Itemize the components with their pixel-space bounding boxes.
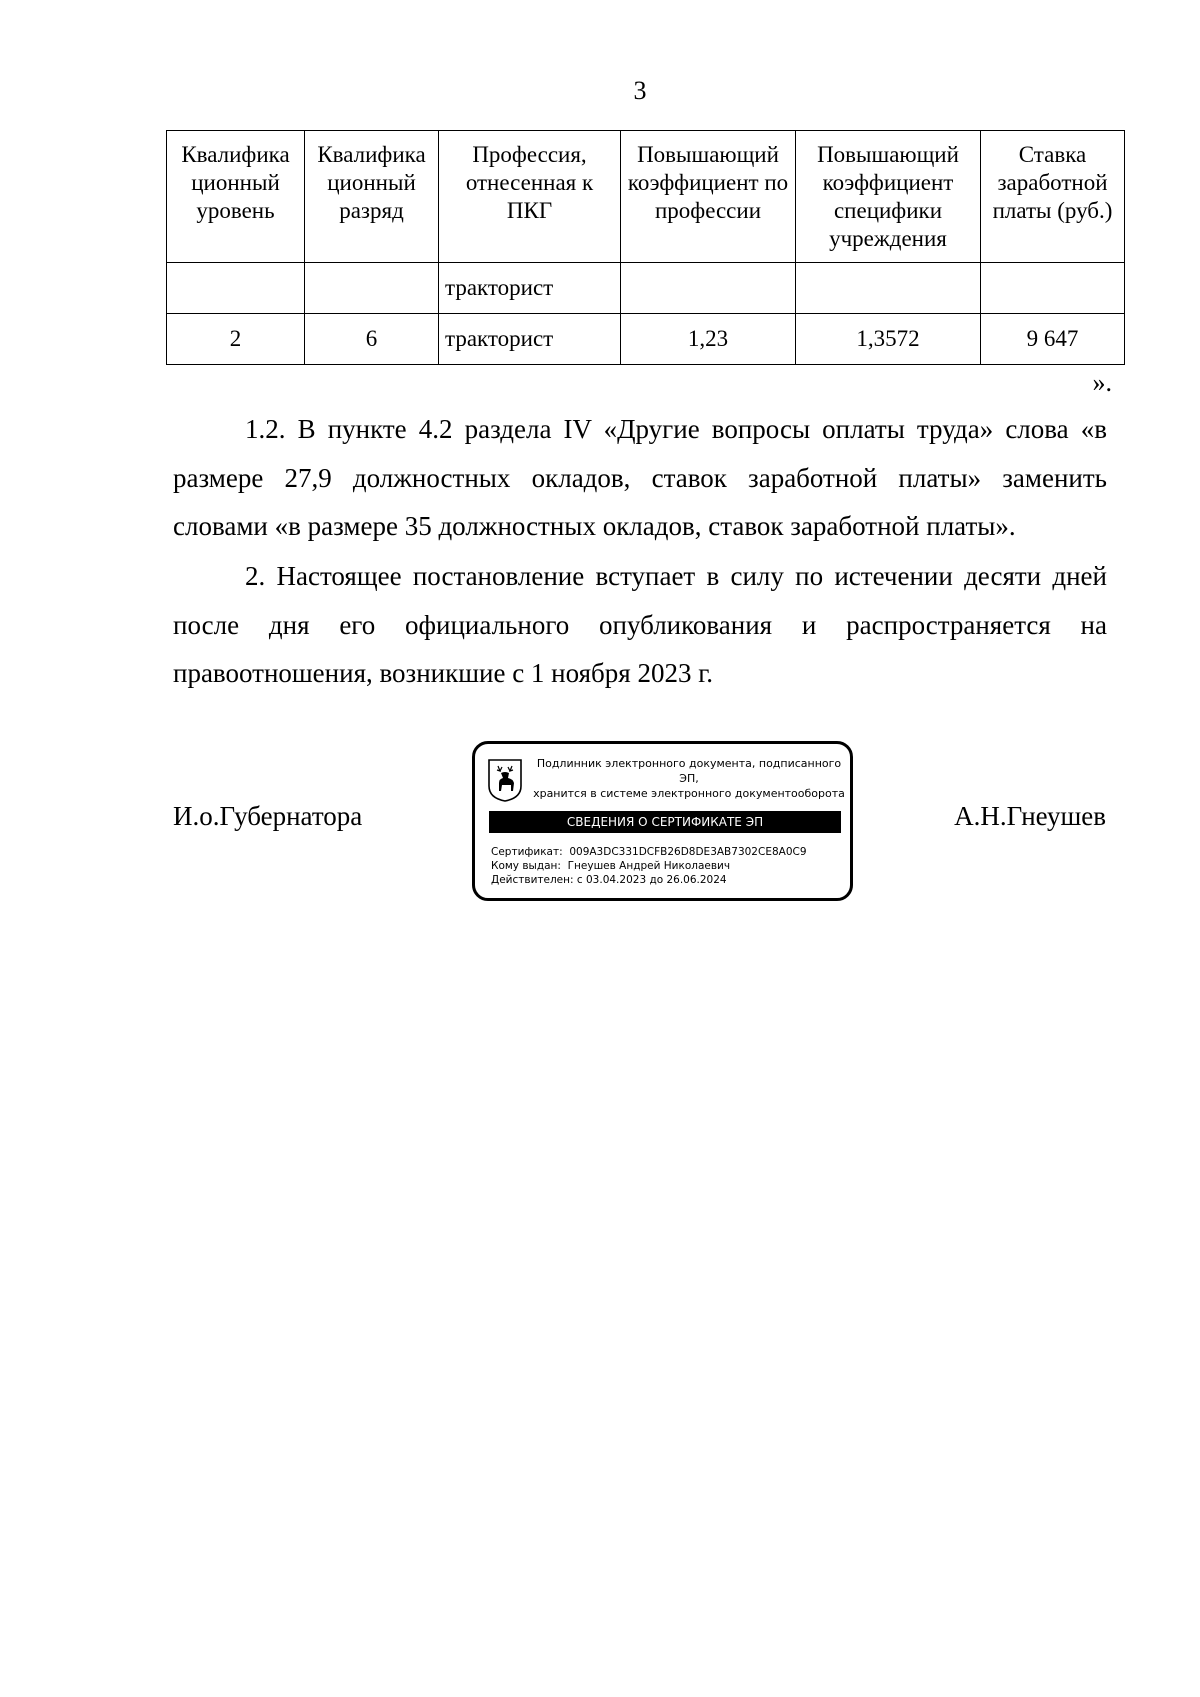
cell-institution-coefficient: 1,3572: [796, 314, 981, 365]
stamp-certificate-bar: СВЕДЕНИЯ О СЕРТИФИКАТЕ ЭП: [489, 811, 841, 833]
stamp-certificate-label: Сертификат:: [491, 846, 563, 858]
cell-institution-coefficient: [796, 263, 981, 314]
stamp-header-line-2: хранится в системе электронного документооборота: [533, 787, 845, 800]
electronic-signature-stamp: [472, 741, 853, 901]
signatory-name: А.Н.Гнеушев: [954, 801, 1106, 831]
cell-qualification-grade: [305, 263, 439, 314]
salary-rates-table: [166, 130, 1125, 365]
header-institution-coefficient: Повышающий коэффициент специфики учреждения: [796, 131, 981, 263]
stamp-header: [529, 756, 849, 801]
header-profession-coefficient: Повышающий коэффициент по профессии: [621, 131, 796, 263]
paragraph-1-2: 1.2. В пункте 4.2 раздела IV «Другие вопросы оплаты труда» слова «в размере 27,9 должностных окладов, ставок заработной платы» заменить словами «в размере 35 должностных окладов, ставок заработной платы».: [173, 414, 1107, 541]
cell-qualification-level: 2: [167, 314, 305, 365]
table-row: [167, 263, 1125, 314]
stamp-validity-value: с 03.04.2023 до 26.06.2024: [576, 874, 727, 886]
stamp-owner-line: [491, 860, 730, 873]
header-profession: Профессия, отнесенная к ПКГ: [439, 131, 621, 263]
table-row: [167, 314, 1125, 365]
cell-profession-coefficient: 1,23: [621, 314, 796, 365]
cell-qualification-level: [167, 263, 305, 314]
nizhny-novgorod-deer-emblem-icon: [487, 758, 523, 802]
cell-profession-coefficient: [621, 263, 796, 314]
header-qualification-level: Квалифика ционный уровень: [167, 131, 305, 263]
signatory-title: И.о.Губернатора: [173, 801, 363, 831]
cell-salary-rate: 9 647: [981, 314, 1125, 365]
stamp-owner-label: Кому выдан:: [491, 860, 561, 872]
paragraph-2: 2. Настоящее постановление вступает в силу по истечении десяти дней после дня его официального опубликования и распространяется на правоотношения, возникшие с 1 ноября 2023 г.: [173, 561, 1107, 688]
stamp-validity-label: Действителен:: [491, 874, 574, 886]
table-header-row: [167, 131, 1125, 263]
stamp-certificate-value: 009A3DC331DCFB26D8DE3AB7302CE8A0C9: [569, 846, 807, 858]
cell-salary-rate: [981, 263, 1125, 314]
header-salary-rate: Ставка заработной платы (руб.): [981, 131, 1125, 263]
cell-qualification-grade: 6: [305, 314, 439, 365]
stamp-certificate-line: [491, 846, 807, 859]
stamp-owner-value: Гнеушев Андрей Николаевич: [567, 860, 731, 872]
cell-profession: тракторист: [439, 263, 621, 314]
header-qualification-grade: Квалифика ционный разряд: [305, 131, 439, 263]
closing-quote: ».: [1092, 368, 1112, 397]
page-number: 3: [633, 76, 647, 105]
stamp-validity-line: [491, 874, 727, 887]
stamp-header-line-1: Подлинник электронного документа, подписанного ЭП,: [536, 757, 842, 785]
cell-profession: тракторист: [439, 314, 621, 365]
